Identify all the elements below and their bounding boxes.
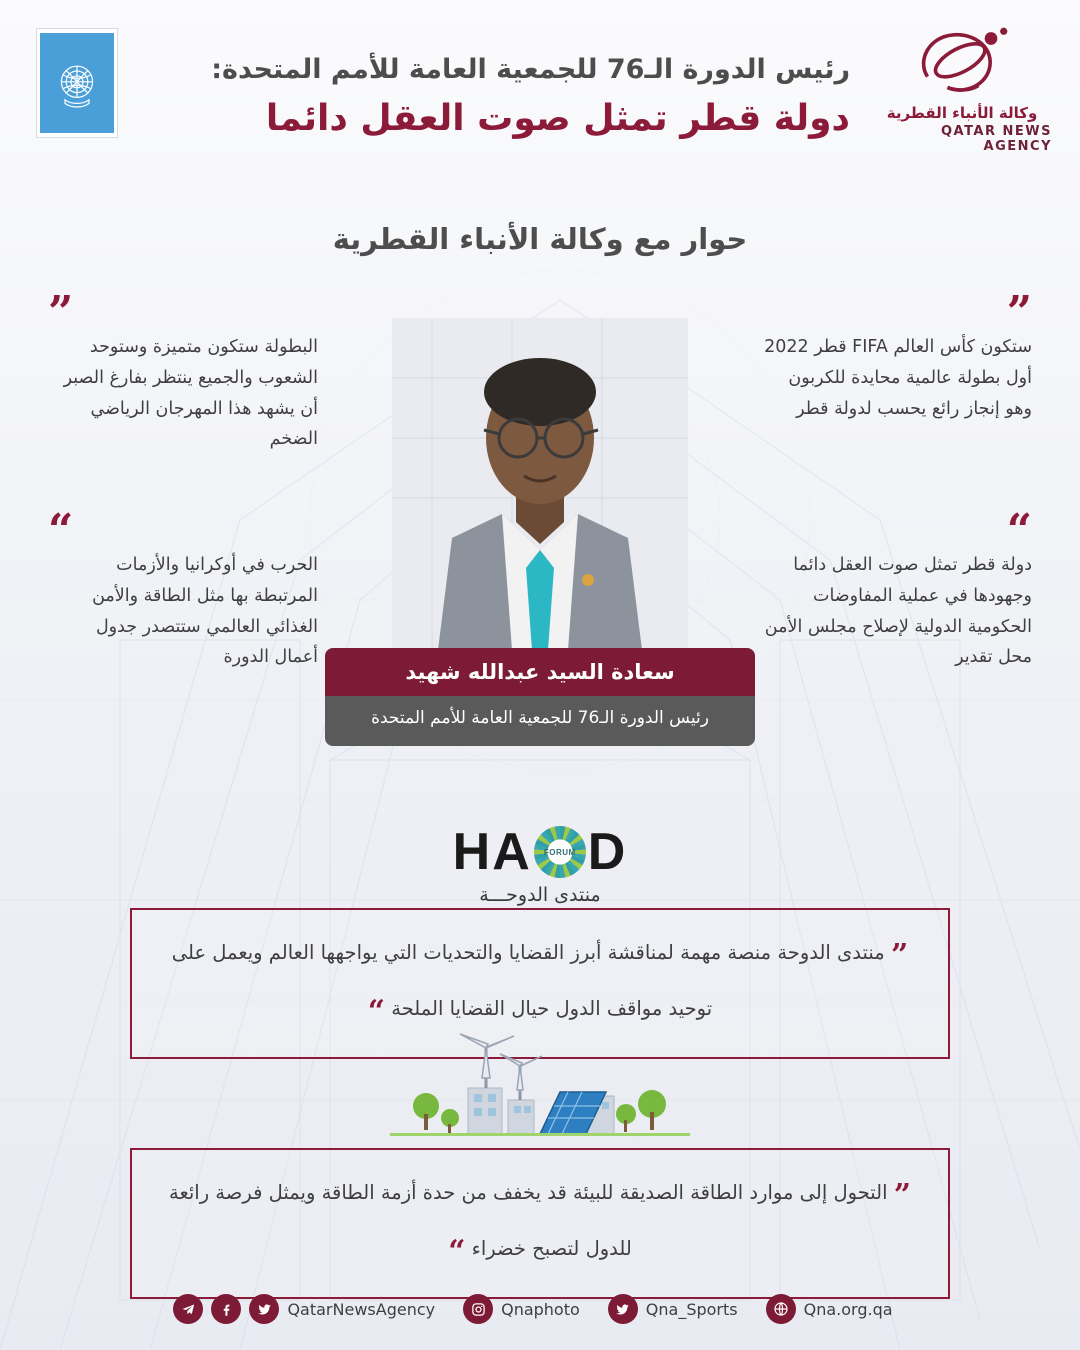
quote-open-mark-icon: “: [48, 505, 74, 556]
name-plate: [325, 648, 755, 746]
quote-open-mark-icon: ”: [890, 938, 909, 973]
interview-subtitle: حوار مع وكالة الأنباء القطرية: [332, 222, 748, 256]
united-nations-logo: [36, 28, 118, 138]
header-titles: [150, 52, 850, 144]
qna-english-name: QATAR NEWS AGENCY: [940, 124, 1052, 154]
quote-top-right: [762, 287, 1032, 424]
social-group-website[interactable]: [766, 1294, 907, 1324]
quote-text: البطولة ستكون متميزة وستوحد الشعوب والجميع ينتظر بفارغ الصبر أن يشهد هذا المهرجان الرياضي الضخم: [63, 337, 318, 450]
twitter-icon[interactable]: [608, 1294, 638, 1324]
handle-instagram: Qnaphoto: [501, 1299, 580, 1319]
globe-icon[interactable]: [766, 1294, 796, 1324]
instagram-icon[interactable]: [463, 1294, 493, 1324]
person-role: رئيس الدورة الـ76 للجمعية العامة للأمم المتحدة: [325, 696, 755, 746]
quote-bottom-left: [48, 505, 318, 673]
facebook-icon[interactable]: [211, 1294, 241, 1324]
qatar-news-agency-logo: [872, 24, 1052, 154]
quote-text: التحول إلى موارد الطاقة الصديقة للبيئة قد يخفف من حدة أزمة الطاقة ويمثل فرصة رائعة للدول لتصبح خضراء: [168, 1181, 888, 1260]
quote-open-mark-icon: “: [1006, 505, 1032, 556]
green-energy-illustration: [390, 1030, 690, 1140]
quote-open-mark-icon: ”: [1006, 287, 1032, 338]
doha-forum-logo: [410, 822, 670, 906]
header-kicker: رئيس الدورة الـ76 للجمعية العامة للأمم المتحدة:: [211, 54, 850, 85]
handle-twitter: Qna_Sports: [645, 1299, 738, 1319]
qna-arabic-name: وكالة الأنباء القطرية: [886, 104, 1038, 122]
boxed-quote-energy: [130, 1148, 950, 1299]
quote-text: الحرب في أوكرانيا والأزمات المرتبطة بها مثل الطاقة والأمن الغذائي العالمي ستتصدر جدول أعمال الدورة: [92, 555, 318, 668]
doha-letter-d: D: [587, 823, 628, 881]
doha-globe-icon: [534, 826, 586, 878]
header-headline: دولة قطر تمثل صوت العقل دائما: [265, 98, 850, 140]
header: [0, 0, 1080, 190]
quote-text: منتدى الدوحة منصة مهمة لمناقشة أبرز القضايا والتحديات التي يواجهها العالم ويعمل على توحيد مواقف الدول حيال القضايا الملحة: [171, 941, 885, 1020]
handle-main: QatarNewsAgency: [287, 1299, 436, 1319]
quote-bottom-right: [762, 505, 1032, 673]
quote-open-mark-icon: ”: [48, 287, 74, 338]
portrait-photo: [392, 318, 688, 650]
quote-top-left: [48, 287, 318, 455]
quote-text: دولة قطر تمثل صوت العقل دائما وجهودها في عملية المفاوضات الحكومية الدولية لإصلاح مجلس الأمن محل تقدير: [764, 555, 1032, 668]
twitter-icon[interactable]: [249, 1294, 279, 1324]
quote-open-mark-icon: ”: [893, 1178, 911, 1213]
qna-mark-icon: [907, 24, 1017, 102]
telegram-icon[interactable]: [173, 1294, 203, 1324]
quote-text: ستكون كأس العالم FIFA قطر 2022 أول بطولة عالمية محايدة للكربون وهو إنجاز رائع يحسب لدولة قطر: [764, 337, 1032, 419]
doha-forum-badge-label: FORUM: [543, 847, 576, 857]
social-group-main[interactable]: [173, 1294, 449, 1324]
quote-close-mark-icon: “: [448, 1233, 466, 1269]
doha-wordmark: [410, 822, 670, 882]
social-group-instagram[interactable]: [463, 1294, 594, 1324]
doha-forum-arabic: منتدى الدوحـــة: [479, 884, 601, 906]
footer-social-bar: [0, 1294, 1080, 1324]
portrait-illustration: [392, 318, 688, 650]
doha-letters-ha: HA: [452, 823, 532, 881]
social-group-twitter-sports[interactable]: [608, 1294, 752, 1324]
website-url: Qna.org.qa: [803, 1299, 893, 1319]
person-name: سعادة السيد عبدالله شهيد: [325, 648, 755, 696]
quote-close-mark-icon: “: [367, 993, 386, 1029]
un-emblem-icon: [47, 53, 107, 113]
